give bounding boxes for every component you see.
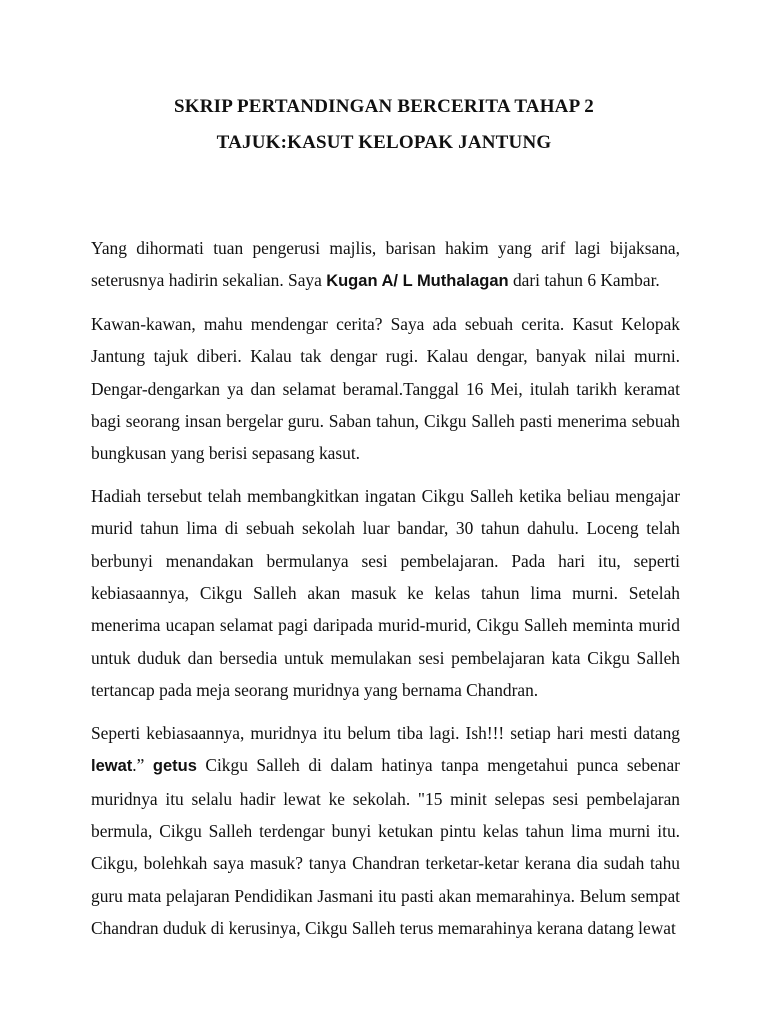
document-title: SKRIP PERTANDINGAN BERCERITA TAHAP 2 (173, 96, 595, 117)
document-body (91, 232, 680, 955)
paragraph-text: Seperti kebiasaannya, muridnya itu belum tiba lagi. Ish!!! setiap hari mesti datang (91, 722, 680, 743)
paragraph-late-student (91, 717, 680, 945)
bold-word-getus: getus (152, 757, 197, 776)
paragraph-text-continued: Cikgu Salleh di dalam hatinya tanpa mengetahui punca sebenar muridnya itu selalu hadir lewat ke sekolah. "15 minit selepas sesi pembelajaran bermula, Cikgu Salleh terdengar bunyi ketukan pintu kelas tahun lima murni itu. Cikgu, bolehkah saya masuk? tanya Chandran terketar-ketar kerana dia sudah tahu guru mata pelajaran Pendidikan Jasmani itu pasti akan memarahinya. Belum sempat Chandran duduk di kerusinya, Cikgu Salleh terus memarahinya kerana datang lewat (91, 755, 680, 939)
bold-word-lewat: lewat (91, 757, 133, 776)
greeting-text-end: dari tahun 6 Kambar. (508, 270, 660, 291)
speaker-name: Kugan A/ L Muthalagan (326, 272, 509, 291)
story-title: TAJUK:KASUT KELOPAK JANTUNG (216, 132, 552, 153)
paragraph-intro: Kawan-kawan, mahu mendengar cerita? Saya ada sebuah cerita. Kasut Kelopak Jantung tajuk diberi. Kalau tak dengar rugi. Kalau dengar, banyak nilai murni. Dengar-dengarkan ya dan selamat beramal.Tanggal 16 Mei, itulah tarikh keramat bagi seorang insan bergelar guru. Saban tahun, Cikgu Salleh pasti menerima sebuah bungkusan yang berisi sepasang kasut. (91, 313, 680, 464)
closing-quote: .” (132, 755, 145, 776)
greeting-text: Yang dihormati tuan pengerusi majlis, barisan hakim yang arif lagi bijaksana, seterusnya hadirin sekalian. Saya (91, 238, 680, 291)
word-space (144, 755, 153, 775)
paragraph-flashback: Hadiah tersebut telah membangkitkan ingatan Cikgu Salleh ketika beliau mengajar murid tahun lima di sebuah sekolah luar bandar, 30 tahun dahulu. Loceng telah berbunyi menandakan bermulanya sesi pembelajaran. Pada hari itu, seperti kebiasaannya, Cikgu Salleh akan masuk ke kelas tahun lima murni. Setelah menerima ucapan selamat pagi daripada murid-murid, Cikgu Salleh meminta murid untuk duduk dan bersedia untuk memulakan sesi pembelajaran kata Cikgu Salleh tertancap pada meja seorang muridnya yang bernama Chandran. (91, 485, 680, 701)
paragraph-greeting (91, 232, 680, 298)
